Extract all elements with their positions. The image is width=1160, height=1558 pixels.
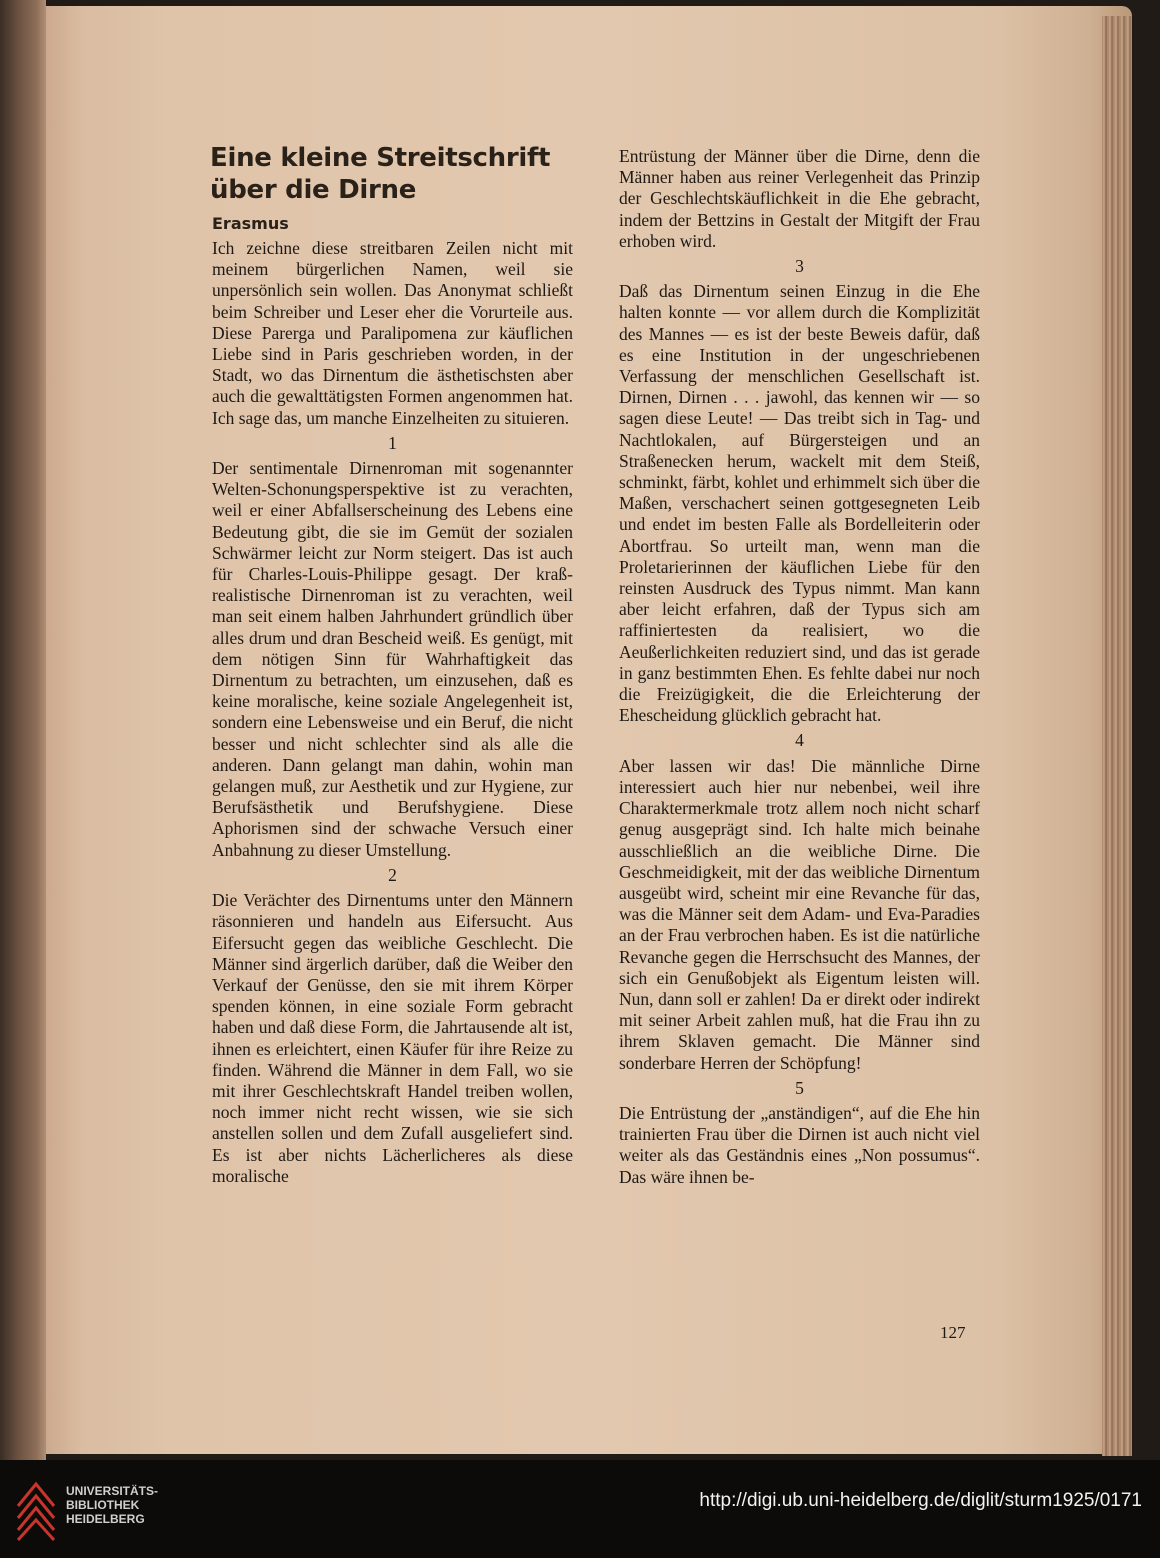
left-text-column [212, 238, 573, 1187]
library-name [66, 1484, 158, 1526]
paragraph: Die Entrüstung der „anständigen“, auf die Ehe hin trainierten Frau über die Dirnen ist auch nicht viel weiter als das Geständnis eines „Non possumus“. Das wäre ihnen be- [619, 1102, 980, 1187]
page-edges [1102, 16, 1132, 1456]
paragraph: Aber lassen wir das! Die männliche Dirne interessiert auch hier nur nebenbei, weil ihre Charaktermerkmale trotz allem noch nicht scharf genug ausgeprägt sind. Ich halte mich beinahe ausschließlich an die weibliche Dirne. Die Geschmeidigkeit, mit der das weibliche Dirnentum ausgeübt wird, scheint mir eine Revanche für das, was die Männer seit dem Adam- und Eva-Paradies an der Frau verbrochen haben. Es ist die natürliche Revanche gegen die Herrschsucht des Mannes, der sich ein Genußobjekt als Eigentum leisten will. Nun, dann soll er zahlen! Da er direkt oder indirekt mit seiner Arbeit zahlen muß, hat die Frau ihn zu ihrem Sklaven gemacht. Die Männer sind sonderbare Herren der Schöpfung! [619, 755, 980, 1073]
library-logo-icon [14, 1476, 58, 1542]
right-text-column [619, 146, 980, 1188]
library-name-line: BIBLIOTHEK [66, 1498, 140, 1512]
library-name-line: HEIDELBERG [66, 1512, 145, 1526]
footer-bar [0, 1460, 1160, 1558]
section-number: 5 [795, 1077, 804, 1098]
paragraph: Der sentimentale Dirnenroman mit sogenannter Welten-Schonungsperspektive ist zu verachten, weil er einer Abfallserscheinung des Lebens eine Bedeutung gibt, die sie im Gemüt der sozialen Schwärmer leicht zur Norm steigert. Das ist auch für Charles-Louis-Philippe gesagt. Der kraß-realistische Dirnenroman ist zu verachten, weil man seit einem halben Jahrhundert gründlich über alles drum und dran Bescheid weiß. Es genügt, mit dem nötigen Sinn für Wahrhaftigkeit das Dirnentum zu betrachten, um einzusehen, daß es keine moralische, keine soziale Angelegenheit ist, sondern eine Lebensweise und ein Beruf, die nicht besser und nicht schlechter sind als alle die anderen. Dann gelangt man dahin, wohin man gelangen muß, zur Aesthetik und zur Hygiene, zur Berufsästhetik und Berufshygiene. Diese Aphorismen sind der schwache Versuch einer Anbahnung zu dieser Umstellung. [212, 458, 573, 860]
paragraph: Ich zeichne diese streitbaren Zeilen nicht mit meinem bürgerlichen Namen, weil sie unpersönlich sein wollen. Das Anonymat schließt beim Schreiber und Leser eher die Vorurteile aus. Diese Parerga und Paralipomena zur käuflichen Liebe sind in Paris geschrieben worden, in der Stadt, wo das Dirnentum die ästhetischsten aber auch die gewalttätigsten Formen angenommen hat. Ich sage das, um manche Einzelheiten zu situieren. [212, 238, 573, 428]
section-number: 2 [388, 864, 397, 885]
section-number: 4 [795, 730, 804, 751]
source-url[interactable]: http://digi.ub.uni-heidelberg.de/diglit/sturm1925/0171 [699, 1490, 1142, 1511]
paragraph: Entrüstung der Männer über die Dirne, denn die Männer haben aus reiner Verlegenheit das Prinzip der Geschlechtskäuflichkeit in die Ehe gebracht, indem der Bettzins in Gestalt der Mitgift der Frau erhoben wird. [619, 146, 980, 251]
library-name-line: UNIVERSITÄTS- [66, 1484, 159, 1498]
article-title: Eine kleine Streitschrift über die Dirne [210, 143, 551, 205]
paragraph: Die Verächter des Dirnentums unter den Männern räsonnieren und handeln aus Eifersucht. Aus Eifersucht gegen das weibliche Geschlecht. Die Männer sind ärgerlich darüber, daß die Weiber den Verkauf der Genüsse, den sie mit ihrem Körper spenden können, in eine soziale Form gebracht haben und daß diese Form, die Jahrtausende alt ist, ihnen es erleichtert, einen Käufer für ihre Reize zu finden. Während die Männer in dem Fall, wo sie mit ihrer Geschlechtskraft Handel treiben wollen, noch immer nicht recht wissen, wie sie sich anstellen sollen und dem Zufall ausgeliefert sind. Es ist aber nichts Lächerlicheres als diese moralische [212, 890, 573, 1186]
section-number: 3 [795, 256, 804, 277]
book-spine [0, 0, 46, 1460]
page-number: 127 [940, 1323, 966, 1342]
article-author: Erasmus [212, 214, 289, 233]
section-number: 1 [388, 432, 397, 453]
paragraph: Daß das Dirnentum seinen Einzug in die Ehe halten konnte — vor allem durch die Komplizität des Mannes — es ist der beste Beweis dafür, daß es eine Institution in der ungeschriebenen Verfassung der menschlichen Gesellschaft ist. Dirnen, Dirnen . . . jawohl, das kennen wir — so sagen diese Leute! — Das treibt sich in Tag- und Nachtlokalen, auf Bürgersteigen und an Straßenecken herum, wackelt mit dem Steiß, schminkt, färbt, kohlet und erhimmelt sich über die Maßen, verschachert seinen gottgesegneten Leib und endet im besten Falle als Bordelleiterin oder Abortfrau. So urteilt man, wenn man die Proletarierinnen der käuflichen Liebe für den reinsten Ausdruck des Typus nimmt. Man kann aber leicht erfahren, daß der Typus sich am raffiniertesten da realisiert, wo die Aeußerlichkeiten reduziert sind, und das ist gerade in ganz bestimmten Ehen. Es fehlte dabei nur noch die Freizügigkeit, die die Erleichterung der Ehescheidung glücklich gebracht hat. [619, 281, 980, 726]
